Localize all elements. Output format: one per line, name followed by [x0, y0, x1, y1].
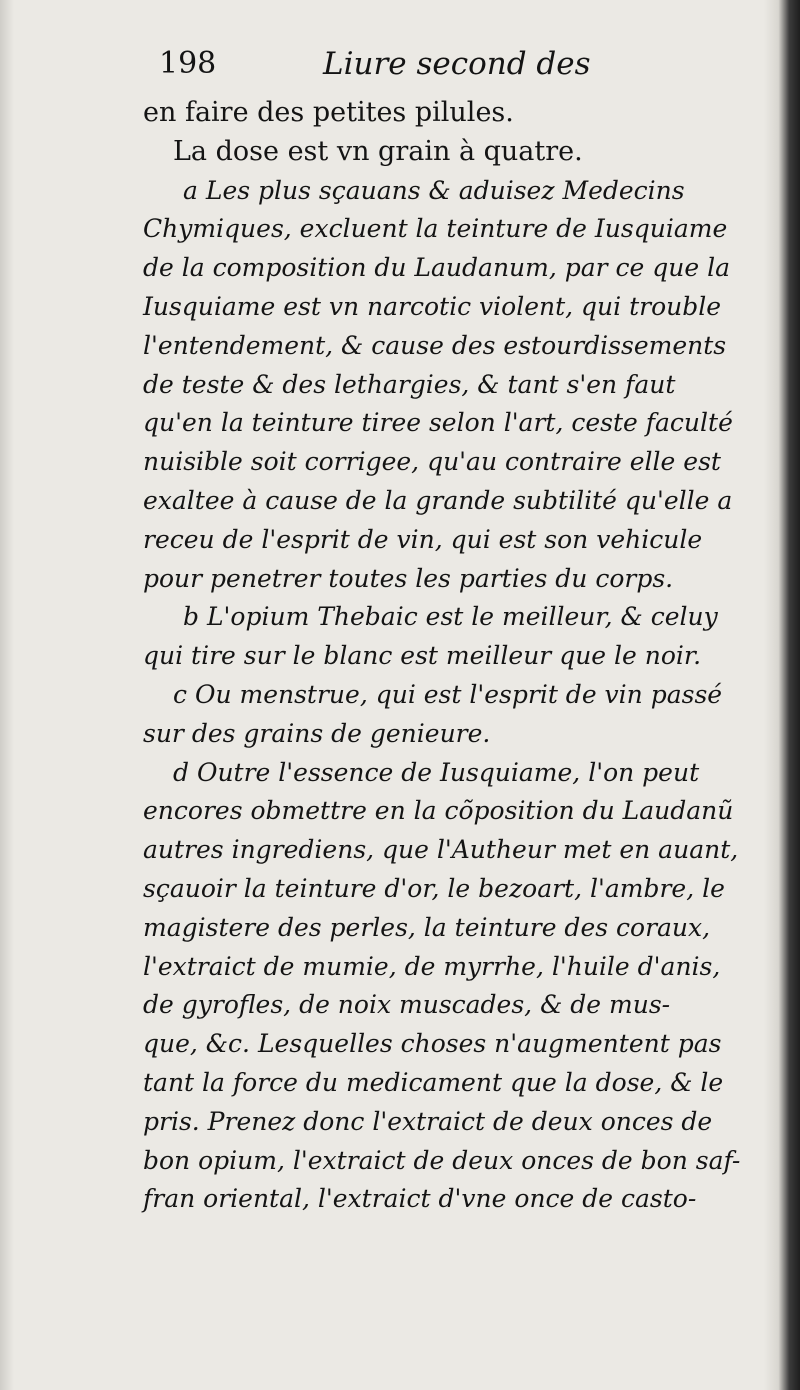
- text-line: tant la force du medicament que la dose, & le: [143, 1067, 724, 1097]
- running-title: Liure second des: [323, 46, 591, 82]
- text-line: nuisible soit corrigee, qu'au contraire elle est: [143, 447, 721, 477]
- text-line: magistere des perles, la teinture des coraux,: [143, 912, 711, 942]
- note-a-line: a Les plus sçauans & aduisez Medecins: [183, 175, 685, 205]
- text-line: autres ingrediens, que l'Autheur met en auant,: [143, 835, 739, 865]
- page-number: 198: [159, 46, 217, 81]
- text-line: sçauoir la teinture d'or, le bezoart, l'ambre, le: [143, 873, 725, 903]
- text-line: qui tire sur le blanc est meilleur que le noir.: [143, 641, 702, 671]
- page-gutter-shadow: [0, 0, 14, 1390]
- note-d-line: d Outre l'essence de Iusquiame, l'on peut: [173, 757, 700, 787]
- text-line: receu de l'esprit de vin, qui est son vehicule: [143, 524, 703, 554]
- text-line: Chymiques, excluent la teinture de Iusquiame: [143, 214, 728, 244]
- text-line: de gyrofles, de noix muscades, & de mus-: [143, 990, 671, 1020]
- text-line: en faire des petites pilules.: [143, 97, 514, 128]
- text-line: Iusquiame est vn narcotic violent, qui trouble: [143, 291, 722, 321]
- note-b-line: b L'opium Thebaic est le meilleur, & celuy: [183, 602, 718, 632]
- text-line: pour penetrer toutes les parties du corps.: [143, 563, 674, 593]
- text-line: qu'en la teinture tiree selon l'art, ceste faculté: [143, 408, 733, 438]
- note-c-line: c Ou menstrue, qui est l'esprit de vin passé: [173, 679, 723, 709]
- text-line: l'entendement, & cause des estourdissements: [143, 330, 727, 360]
- page-text-block: [143, 40, 743, 1219]
- text-line: l'extraict de mumie, de myrrhe, l'huile d'anis,: [143, 951, 721, 981]
- text-line: encores obmettre en la cõposition du Laudanũ: [143, 796, 734, 826]
- text-line: de la composition du Laudanum, par ce que la: [143, 253, 731, 283]
- text-line: sur des grains de genieure.: [143, 718, 491, 748]
- text-line: La dose est vn grain à quatre.: [173, 135, 583, 167]
- text-line: fran oriental, l'extraict d'vne once de casto-: [143, 1184, 697, 1214]
- text-line: que, &c. Lesquelles choses n'augmentent pas: [143, 1029, 722, 1059]
- page-edge-shadow: [764, 0, 800, 1390]
- text-line: de teste & des lethargies, & tant s'en faut: [143, 369, 676, 399]
- text-line: bon opium, l'extraict de deux onces de bon saf-: [143, 1145, 741, 1175]
- text-line: exaltee à cause de la grande subtilité qu'elle a: [143, 485, 733, 515]
- page-header: [143, 40, 743, 94]
- text-line: pris. Prenez donc l'extraict de deux onces de: [143, 1106, 713, 1136]
